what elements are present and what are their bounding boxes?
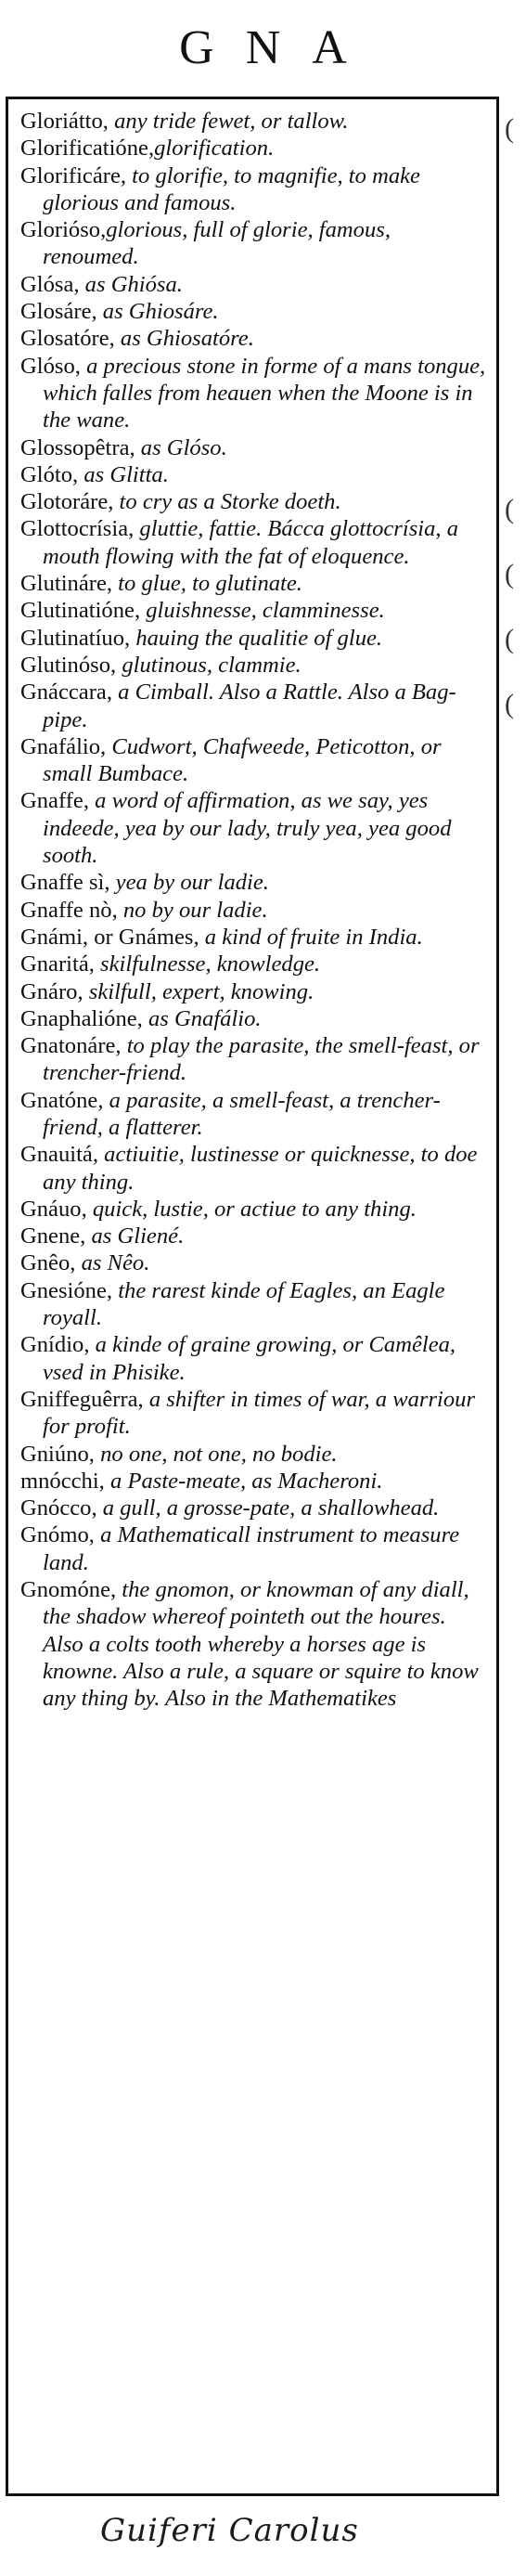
dictionary-entry — [20, 1386, 490, 1441]
entry-gloss: hauing the qualitie of glue. — [130, 625, 383, 651]
dictionary-entry — [20, 216, 490, 271]
dictionary-entry — [20, 353, 490, 434]
entry-gloss: a gull, a grosse-pate, a shallowhead. — [96, 1495, 440, 1521]
dictionary-entry — [20, 108, 490, 135]
entry-headword: Gniúno, — [20, 1441, 95, 1467]
entry-gloss: a kind of fruite in India. — [199, 924, 423, 950]
dictionary-entry — [20, 461, 490, 488]
entry-headword: Glóto, — [20, 461, 79, 487]
entry-headword: Glutináre, — [20, 571, 113, 597]
dictionary-entry — [20, 625, 490, 652]
margin-mark: ( — [505, 624, 514, 654]
dictionary-entry — [20, 679, 490, 733]
entry-gloss: to glue, to glutinate. — [112, 571, 302, 597]
entry-gloss: no one, not one, no bodie. — [94, 1441, 338, 1467]
margin-mark: ( — [505, 494, 514, 524]
dictionary-entry — [20, 1087, 490, 1142]
entry-headword: Gnócco, — [20, 1495, 97, 1521]
entry-gloss: a word of affirmation, as we say, yes indeede, yea by our lady, truly yea, yea good sooth. — [43, 788, 452, 869]
margin-mark: ( — [505, 113, 514, 144]
entry-headword: Gnauitá, — [20, 1142, 99, 1168]
dictionary-entry — [20, 978, 490, 1005]
entry-headword: Gnêo, — [20, 1250, 76, 1276]
entry-headword: Gnaffe sì, — [20, 870, 110, 896]
dictionary-entry — [20, 869, 490, 896]
margin-mark: ( — [505, 559, 514, 589]
dictionary-entry — [20, 1032, 490, 1087]
handwritten-signature: Guiferi Carolus — [100, 2512, 359, 2549]
dictionary-entry — [20, 488, 490, 515]
entry-headword: Gnene, — [20, 1223, 86, 1249]
entry-gloss: as Gnafálio. — [142, 1005, 262, 1031]
dictionary-entry — [20, 1196, 490, 1223]
entry-headword: Glutinatióne, — [20, 598, 141, 624]
entry-gloss: the gnomon, or knowman of any diall, the shadow whereof pointeth out the houres. Also a colts tooth whereby a horses age is knowne. Also a rule, a square or squire to know any thing by. Also in the Mathematikes — [43, 1577, 479, 1712]
entry-gloss: a Cimball. Also a Rattle. Also a Bag-pipe. — [43, 680, 456, 732]
entry-headword: Gnáro, — [20, 978, 83, 1004]
dictionary-entry — [20, 652, 490, 679]
entry-headword: Gnámi, or Gnámes, — [20, 924, 199, 950]
entry-gloss: a parasite, a smell-feast, a trencher-friend, a flatterer. — [43, 1087, 441, 1140]
entry-headword: Glosáre, — [20, 299, 97, 325]
dictionary-entry — [20, 924, 490, 951]
dictionary-entry — [20, 1521, 490, 1576]
left-column-rule — [6, 97, 8, 2494]
entry-headword: Gniffeguêrra, — [20, 1386, 144, 1412]
entry-gloss: as Glóso. — [135, 434, 227, 460]
entry-gloss: as Gliené. — [85, 1223, 185, 1249]
entry-headword: Glottocrísia, — [20, 516, 135, 542]
dictionary-entry — [20, 733, 490, 788]
entry-gloss: the rarest kinde of Eagles, an Eagle royall. — [43, 1277, 445, 1331]
right-margin-marks — [501, 97, 526, 2494]
entry-headword: Gnomóne, — [20, 1577, 117, 1603]
entry-gloss: glorification. — [154, 136, 275, 162]
entry-gloss: as Nêo. — [75, 1250, 150, 1276]
page-header: GNA — [179, 21, 378, 74]
dictionary-entry — [20, 570, 490, 597]
entry-headword: Gnídio, — [20, 1332, 90, 1358]
entry-headword: Gnáuo, — [20, 1196, 87, 1222]
entry-gloss: a precious stone in forme of a mans tongue, which falles from heauen when the Moone is in the wane. — [43, 353, 486, 434]
entry-headword: Glutinóso, — [20, 652, 117, 678]
entry-headword: Gnatonáre, — [20, 1033, 122, 1059]
entry-gloss: skilfulnesse, knowledge. — [94, 951, 321, 977]
entry-gloss: as Glitta. — [78, 461, 169, 487]
entry-gloss: gluishnesse, clamminesse. — [140, 598, 385, 624]
entry-gloss: a shifter in times of war, a warriour for profit. — [43, 1386, 476, 1440]
entry-gloss: Cudwort, Chafweede, Peticotton, or small Bumbace. — [43, 733, 442, 787]
dictionary-entry — [20, 597, 490, 624]
entry-gloss: to glorifie, to magnifie, to make glorious and famous. — [43, 162, 420, 215]
dictionary-entry — [20, 1468, 490, 1495]
dictionary-entry — [20, 135, 490, 162]
entry-headword: Gnatóne, — [20, 1087, 104, 1113]
entry-headword: Gnáccara, — [20, 680, 112, 705]
dictionary-entry — [20, 325, 490, 352]
dictionary-entry — [20, 1331, 490, 1386]
entry-headword: Gnaphalióne, — [20, 1005, 143, 1031]
dictionary-entry — [20, 1223, 490, 1249]
entry-gloss: as Ghiosáre. — [96, 299, 219, 325]
entry-headword: Glorióso, — [20, 217, 107, 243]
dictionary-entry — [20, 271, 490, 298]
dictionary-entries — [20, 108, 490, 2484]
entry-headword: Gnaffe nò, — [20, 897, 118, 923]
dictionary-entry — [20, 1005, 490, 1032]
right-column-rule — [496, 97, 499, 2494]
dictionary-entry — [20, 162, 490, 217]
dictionary-entry — [20, 515, 490, 570]
entry-gloss: gluttie, fattie. Bácca glottocrísia, a mouth flowing with the fat of eloquence. — [43, 516, 458, 569]
entry-headword: Glutinatíuo, — [20, 625, 131, 651]
entry-gloss: glutinous, clammie. — [116, 652, 301, 678]
entry-gloss: glorious, full of glorie, famous, renoumed. — [43, 217, 391, 270]
entry-gloss: to cry as a Storke doeth. — [113, 489, 341, 515]
entry-headword: Glotoráre, — [20, 489, 114, 515]
entry-headword: mnócchi, — [20, 1468, 105, 1494]
entry-headword: Gnafálio, — [20, 733, 107, 759]
dictionary-entry — [20, 1249, 490, 1276]
entry-headword: Glorificáre, — [20, 162, 127, 188]
dictionary-entry — [20, 1495, 490, 1521]
entry-headword: Glossopêtra, — [20, 434, 135, 460]
entry-gloss: yea by our ladie. — [109, 870, 269, 896]
entry-gloss: no by our ladie. — [117, 897, 268, 923]
entry-gloss: a Mathematicall instrument to measure land. — [43, 1522, 460, 1575]
entry-headword: Gnesióne, — [20, 1277, 113, 1303]
entry-headword: Gloriátto, — [20, 109, 109, 134]
top-rule — [6, 97, 499, 99]
entry-gloss: any tride fewet, or tallow. — [108, 109, 349, 134]
bottom-rule — [6, 2493, 499, 2496]
dictionary-entry — [20, 787, 490, 869]
dictionary-entry — [20, 1441, 490, 1468]
dictionary-entry — [20, 897, 490, 924]
margin-mark: ( — [505, 689, 514, 719]
entry-gloss: quick, lustie, or actiue to any thing. — [86, 1196, 417, 1222]
entry-gloss: as Ghiosatóre. — [114, 326, 254, 352]
entry-gloss: actiuitie, lustinesse or quicknesse, to doe any thing. — [43, 1142, 478, 1195]
dictionary-entry — [20, 434, 490, 461]
entry-gloss: skilfull, expert, knowing. — [83, 978, 314, 1004]
entry-headword: Glóso, — [20, 353, 81, 379]
dictionary-entry — [20, 1277, 490, 1332]
entry-headword: Gnómo, — [20, 1522, 95, 1548]
entry-headword: Glosatóre, — [20, 326, 115, 352]
entry-headword: Gnaritá, — [20, 951, 95, 977]
dictionary-entry — [20, 298, 490, 325]
dictionary-entry — [20, 951, 490, 977]
entry-headword: Glorificatióne, — [20, 136, 155, 162]
entry-gloss: a kinde of graine growing, or Camêlea, vsed in Phisike. — [43, 1332, 456, 1385]
entry-headword: Gnaffe, — [20, 788, 89, 814]
entry-headword: Glósa, — [20, 271, 80, 297]
dictionary-entry — [20, 1576, 490, 1712]
entry-gloss: a Paste-meate, as Macheroni. — [104, 1468, 383, 1494]
entry-gloss: to play the parasite, the smell-feast, or trencher-friend. — [43, 1033, 480, 1086]
entry-gloss: as Ghiósa. — [79, 271, 183, 297]
dictionary-entry — [20, 1141, 490, 1196]
